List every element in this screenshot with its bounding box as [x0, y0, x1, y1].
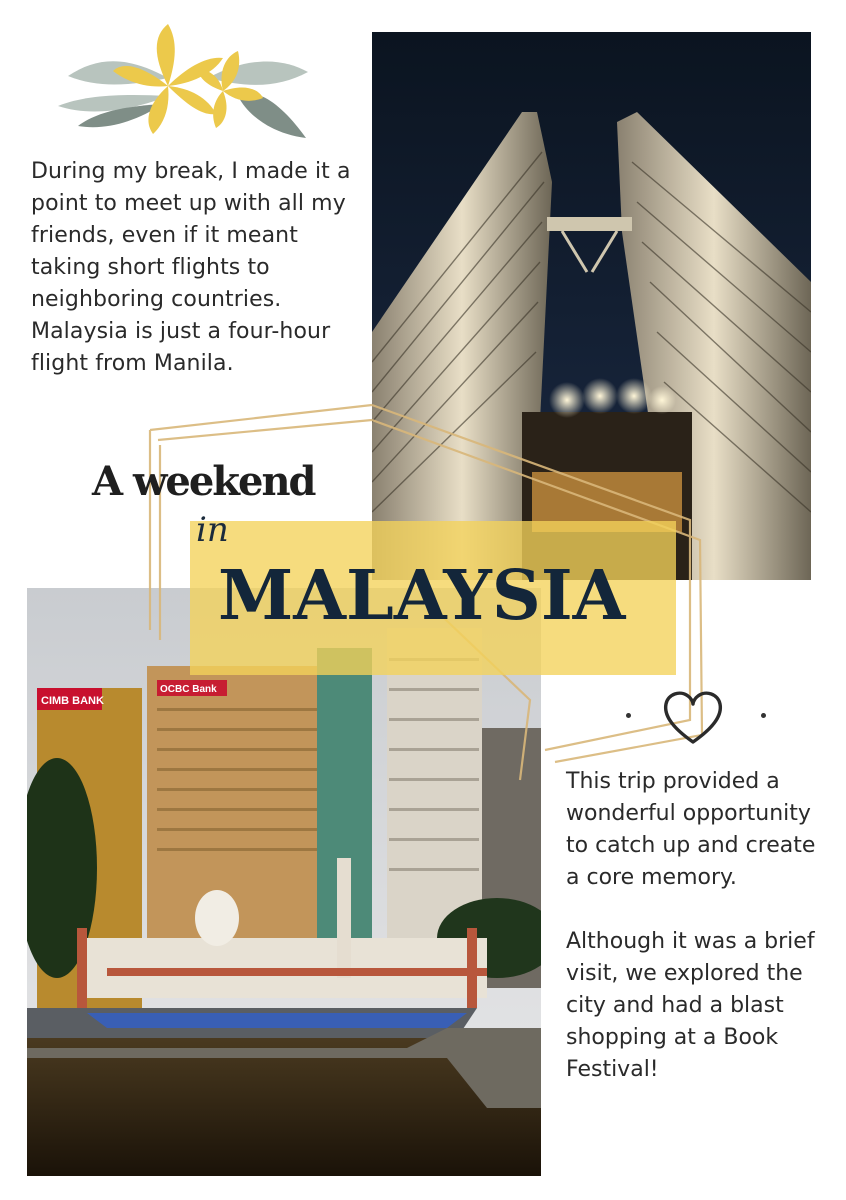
title-line-in: in [196, 510, 229, 550]
intro-paragraph: During my break, I made it a point to meet up with all my friends, even if it meant taking short flights to neighboring countries. Malaysia is just a four-hour flight from Manila. [31, 159, 351, 376]
heart-icon [660, 686, 726, 746]
title-line-weekend: A weekend [92, 458, 315, 505]
cimb-sign: CIMB BANK [41, 695, 104, 707]
petronas-towers-photo [372, 32, 811, 580]
flower-icon [58, 16, 318, 146]
city-mosque-photo [27, 588, 541, 1176]
decor-dot-left [626, 713, 631, 718]
outro-text [566, 766, 826, 1118]
outro-paragraph-1: This trip provided a wonderful opportunity to catch up and create a core memory. [566, 769, 816, 890]
outro-paragraph-2: Although it was a brief visit, we explored the city and had a blast shopping at a Book Festival! [566, 929, 815, 1082]
title-line-malaysia: MALAYSIA [218, 556, 626, 636]
ocbc-sign: OCBC Bank [160, 684, 217, 695]
decor-dot-right [761, 713, 766, 718]
